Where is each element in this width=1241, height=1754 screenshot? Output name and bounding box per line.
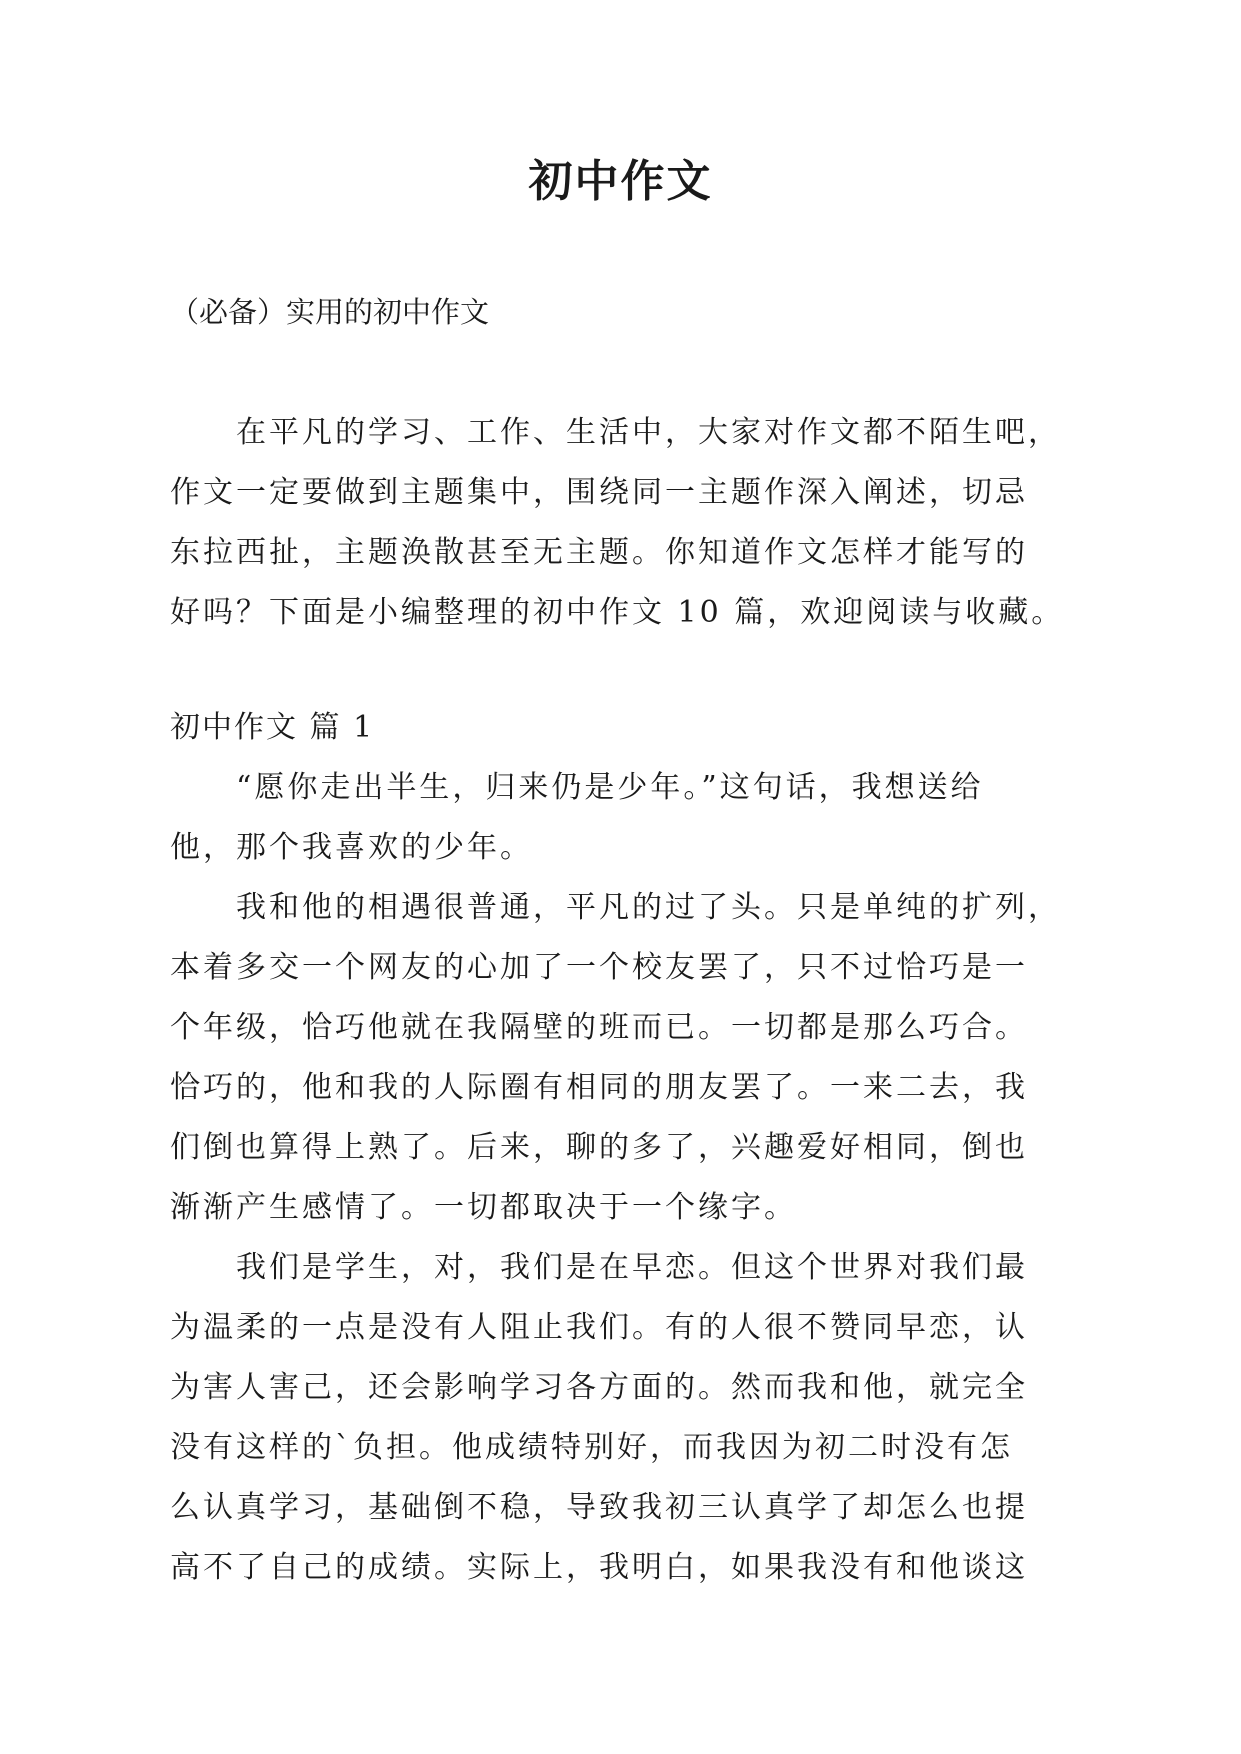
text-line: 好吗？下面是小编整理的初中作文 10 篇，欢迎阅读与收藏。 [170,595,1065,630]
text-line: 在平凡的学习、工作、生活中，大家对作文都不陌生吧， [170,415,1061,450]
text-line: 渐渐产生感情了。一切都取决于一个缘字。 [170,1190,797,1225]
text-line: “愿你走出半生，归来仍是少年。”这句话，我想送给 [170,770,984,805]
text-line: 个年级，恰巧他就在我隔壁的班而已。一切都是那么巧合。 [170,1010,1028,1045]
text-line: 么认真学习，基础倒不稳，导致我初三认真学了却怎么也提 [170,1490,1028,1525]
document-subtitle: （必备）实用的初中作文 [170,295,490,329]
text-line: 高不了自己的成绩。实际上，我明白，如果我没有和他谈这 [170,1550,1028,1585]
text-line: 为温柔的一点是没有人阻止我们。有的人很不赞同早恋，认 [170,1310,1028,1345]
text-line: 东拉西扯，主题涣散甚至无主题。你知道作文怎样才能写的 [170,535,1028,570]
text-line: 恰巧的，他和我的人际圈有相同的朋友罢了。一来二去，我 [170,1070,1028,1105]
text-line: 们倒也算得上熟了。后来，聊的多了，兴趣爱好相同，倒也 [170,1130,1028,1165]
text-line: 我们是学生，对，我们是在早恋。但这个世界对我们最 [170,1250,1028,1285]
section-heading: 初中作文 篇 1 [170,710,375,745]
text-line: 没有这样的`负担。他成绩特别好，而我因为初二时没有怎 [170,1430,1013,1465]
essay-section [170,698,1061,1598]
text-line: 我和他的相遇很普通，平凡的过了头。只是单纯的扩列， [170,890,1061,925]
text-line: 作文一定要做到主题集中，围绕同一主题作深入阐述，切忌 [170,475,1028,510]
text-line: 本着多交一个网友的心加了一个校友罢了，只不过恰巧是一 [170,950,1028,985]
document-title: 初中作文 [528,156,713,207]
text-line: 他，那个我喜欢的少年。 [170,830,533,865]
intro-paragraph [170,403,1065,643]
text-line: 为害人害己，还会影响学习各方面的。然而我和他，就完全 [170,1370,1028,1405]
